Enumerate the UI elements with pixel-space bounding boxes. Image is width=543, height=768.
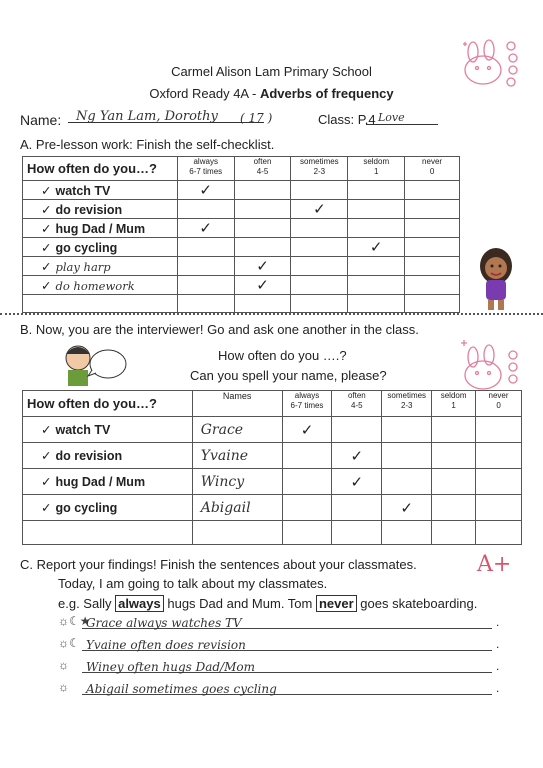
interview-check-cell[interactable] (432, 495, 476, 521)
checkbox-cell[interactable] (177, 257, 234, 276)
tick-icon: ✓ (41, 278, 52, 293)
girl-cartoon-icon (468, 244, 524, 310)
tick-icon: ✓ (41, 423, 52, 437)
b-freq-header-sometimes: sometimes 2-3 (382, 391, 432, 417)
interview-row (23, 469, 522, 495)
interview-activity-cell: ✓ watch TV (23, 417, 193, 443)
interview-row (23, 495, 522, 521)
checklist-row (23, 257, 460, 276)
bunny-sticker-2-icon (455, 335, 525, 397)
checkbox-cell[interactable] (405, 219, 460, 238)
name-label: Name: (20, 112, 62, 128)
interview-check-cell[interactable] (332, 417, 382, 443)
bunny-sticker-icon (455, 38, 525, 90)
activity-cell: ✓ play harp (23, 257, 178, 276)
interview-prompt-1: How often do you ….? (218, 348, 347, 363)
sentence-line[interactable] (82, 658, 492, 673)
example-never: never (316, 595, 357, 612)
checkbox-cell[interactable] (348, 219, 405, 238)
checkbox-cell[interactable] (177, 181, 234, 200)
sentence-bullet-icon: ☼☾★ (58, 614, 91, 628)
activity-cell: ✓ go cycling (23, 238, 178, 257)
names-header: Names (192, 391, 282, 417)
checkbox-cell[interactable] (291, 276, 348, 295)
interview-check-cell[interactable] (432, 469, 476, 495)
interview-empty-row (23, 521, 522, 545)
interview-table (22, 390, 522, 545)
activity-cell: ✓ do revision (23, 200, 178, 219)
freq-header-sometimes: sometimes 2-3 (291, 157, 348, 181)
checkbox-cell[interactable] (291, 200, 348, 219)
interview-row (23, 443, 522, 469)
checkbox-cell[interactable] (234, 219, 291, 238)
checklist-row (23, 181, 460, 200)
checklist-row (23, 219, 460, 238)
checkbox-cell[interactable] (291, 257, 348, 276)
checkbox-cell[interactable] (405, 276, 460, 295)
b-freq-header-often: often 4-5 (332, 391, 382, 417)
check-mark: ✓ (256, 258, 269, 275)
interview-activity-cell: ✓ go cycling (23, 495, 193, 521)
interview-check-cell[interactable] (332, 495, 382, 521)
activity-cell: ✓ watch TV (23, 181, 178, 200)
student-number[interactable]: ( 17 ) (240, 111, 273, 125)
report-sentence[interactable]: Abigail sometimes goes cycling (86, 682, 277, 696)
freq-header-often: often 4-5 (234, 157, 291, 181)
checkbox-cell[interactable] (405, 257, 460, 276)
freq-header-seldom: seldom 1 (348, 157, 405, 181)
check-mark: ✓ (199, 220, 212, 237)
school-name: Carmel Alison Lam Primary School (171, 64, 372, 79)
interview-prompt-2: Can you spell your name, please? (190, 368, 387, 383)
b-freq-header-always: always 6-7 times (282, 391, 332, 417)
sentence-bullet-icon: ☼ (58, 680, 69, 694)
section-divider (0, 313, 543, 315)
interview-check-cell[interactable] (332, 443, 382, 469)
section-a-title: A. Pre-lesson work: Finish the self-checklist. (20, 137, 275, 152)
interview-activity-cell: ✓ hug Dad / Mum (23, 469, 193, 495)
checkbox-cell[interactable] (177, 276, 234, 295)
grade-mark: A+ (477, 552, 512, 577)
sentence-line[interactable] (82, 614, 492, 629)
section-c-intro: Today, I am going to talk about my classmates. (58, 576, 328, 591)
checkbox-cell[interactable] (234, 257, 291, 276)
report-sentence[interactable]: Yvaine often does revision (86, 638, 246, 652)
checkbox-cell[interactable] (348, 181, 405, 200)
activity-cell: ✓ hug Dad / Mum (23, 219, 178, 238)
check-mark: ✓ (300, 421, 314, 439)
section-b-title: B. Now, you are the interviewer! Go and ask one another in the class. (20, 322, 419, 337)
report-sentence[interactable]: Winey often hugs Dad/Mom (86, 660, 256, 674)
tick-icon: ✓ (41, 501, 52, 515)
checkbox-cell[interactable] (405, 238, 460, 257)
sentence-period: . (496, 659, 500, 673)
classmate-name[interactable]: Abigail (192, 495, 282, 521)
example-sentence: e.g. Sally always hugs Dad and Mum. Tom never goes skateboarding. (58, 596, 478, 611)
activity-cell: ✓ do homework (23, 276, 178, 295)
checkbox-cell[interactable] (177, 219, 234, 238)
interview-check-cell[interactable] (282, 417, 332, 443)
interview-check-cell[interactable] (476, 469, 522, 495)
checkbox-cell[interactable] (348, 200, 405, 219)
checkbox-cell[interactable] (234, 200, 291, 219)
b-freq-header-seldom: seldom 1 (432, 391, 476, 417)
checklist-row (23, 276, 460, 295)
tick-icon: ✓ (41, 183, 52, 198)
interview-check-cell[interactable] (382, 495, 432, 521)
sentence-period: . (496, 615, 500, 629)
class-line (366, 124, 438, 125)
checkbox-cell[interactable] (177, 238, 234, 257)
tick-icon: ✓ (41, 240, 52, 255)
checkbox-cell[interactable] (348, 276, 405, 295)
freq-header-always: always 6-7 times (177, 157, 234, 181)
interview-check-cell[interactable] (432, 417, 476, 443)
checkbox-cell[interactable] (405, 200, 460, 219)
checkbox-cell[interactable] (291, 181, 348, 200)
interview-activity-cell: ✓ do revision (23, 443, 193, 469)
check-mark: ✓ (369, 239, 383, 256)
interview-check-cell[interactable] (282, 495, 332, 521)
example-always: always (115, 595, 164, 612)
checkbox-cell[interactable] (234, 181, 291, 200)
report-sentence[interactable]: Grace always watches TV (86, 616, 242, 630)
classmate-name[interactable]: Wincy (192, 469, 282, 495)
interview-check-cell[interactable] (382, 417, 432, 443)
topic-title: Adverbs of frequency (259, 86, 394, 101)
check-mark: ✓ (350, 473, 364, 491)
checkbox-cell[interactable] (234, 276, 291, 295)
checkbox-cell[interactable] (348, 238, 405, 257)
checkbox-cell[interactable] (405, 181, 460, 200)
boy-interviewer-icon (58, 340, 128, 388)
course-label: Oxford Ready 4A - (149, 86, 260, 101)
tick-icon: ✓ (41, 449, 52, 463)
interview-check-cell[interactable] (476, 495, 522, 521)
interview-check-cell[interactable] (382, 443, 432, 469)
b-freq-header-never: never 0 (476, 391, 522, 417)
interview-check-cell[interactable] (432, 443, 476, 469)
interview-question-header: How often do you…? (23, 391, 193, 417)
check-mark: ✓ (256, 277, 269, 294)
classmate-name[interactable]: Grace (192, 417, 282, 443)
sentence-line[interactable] (82, 636, 492, 651)
interview-check-cell[interactable] (282, 469, 332, 495)
checkbox-cell[interactable] (177, 200, 234, 219)
sentence-bullet-icon: ☼ (58, 658, 69, 672)
tick-icon: ✓ (41, 202, 52, 217)
checkbox-cell[interactable] (291, 238, 348, 257)
interview-check-cell[interactable] (476, 443, 522, 469)
checkbox-cell[interactable] (291, 219, 348, 238)
sentence-line[interactable] (82, 680, 492, 695)
check-mark: ✓ (350, 447, 364, 465)
check-mark: ✓ (400, 499, 413, 517)
interview-row (23, 417, 522, 443)
self-checklist-table (22, 156, 460, 313)
section-c-title: C. Report your findings! Finish the sentences about your classmates. (20, 557, 417, 572)
classmate-name[interactable]: Yvaine (192, 443, 282, 469)
class-value[interactable]: Love (378, 111, 405, 124)
question-header: How often do you…? (23, 157, 178, 181)
check-mark: ✓ (199, 182, 212, 199)
checkbox-cell[interactable] (234, 238, 291, 257)
checklist-empty-row (23, 295, 460, 313)
checkbox-cell[interactable] (348, 257, 405, 276)
interview-check-cell[interactable] (476, 417, 522, 443)
checklist-row (23, 238, 460, 257)
tick-icon: ✓ (41, 259, 52, 274)
freq-header-never: never 0 (405, 157, 460, 181)
check-mark: ✓ (313, 201, 326, 218)
sentence-bullet-icon: ☼☾ (58, 636, 80, 650)
tick-icon: ✓ (41, 221, 52, 236)
sentence-period: . (496, 637, 500, 651)
interview-check-cell[interactable] (332, 469, 382, 495)
interview-check-cell[interactable] (282, 443, 332, 469)
checklist-row (23, 200, 460, 219)
class-label: Class: P.4 (318, 112, 376, 127)
name-value[interactable]: Ng Yan Lam, Dorothy (76, 109, 218, 124)
interview-check-cell[interactable] (382, 469, 432, 495)
tick-icon: ✓ (41, 475, 52, 489)
sentence-period: . (496, 681, 500, 695)
